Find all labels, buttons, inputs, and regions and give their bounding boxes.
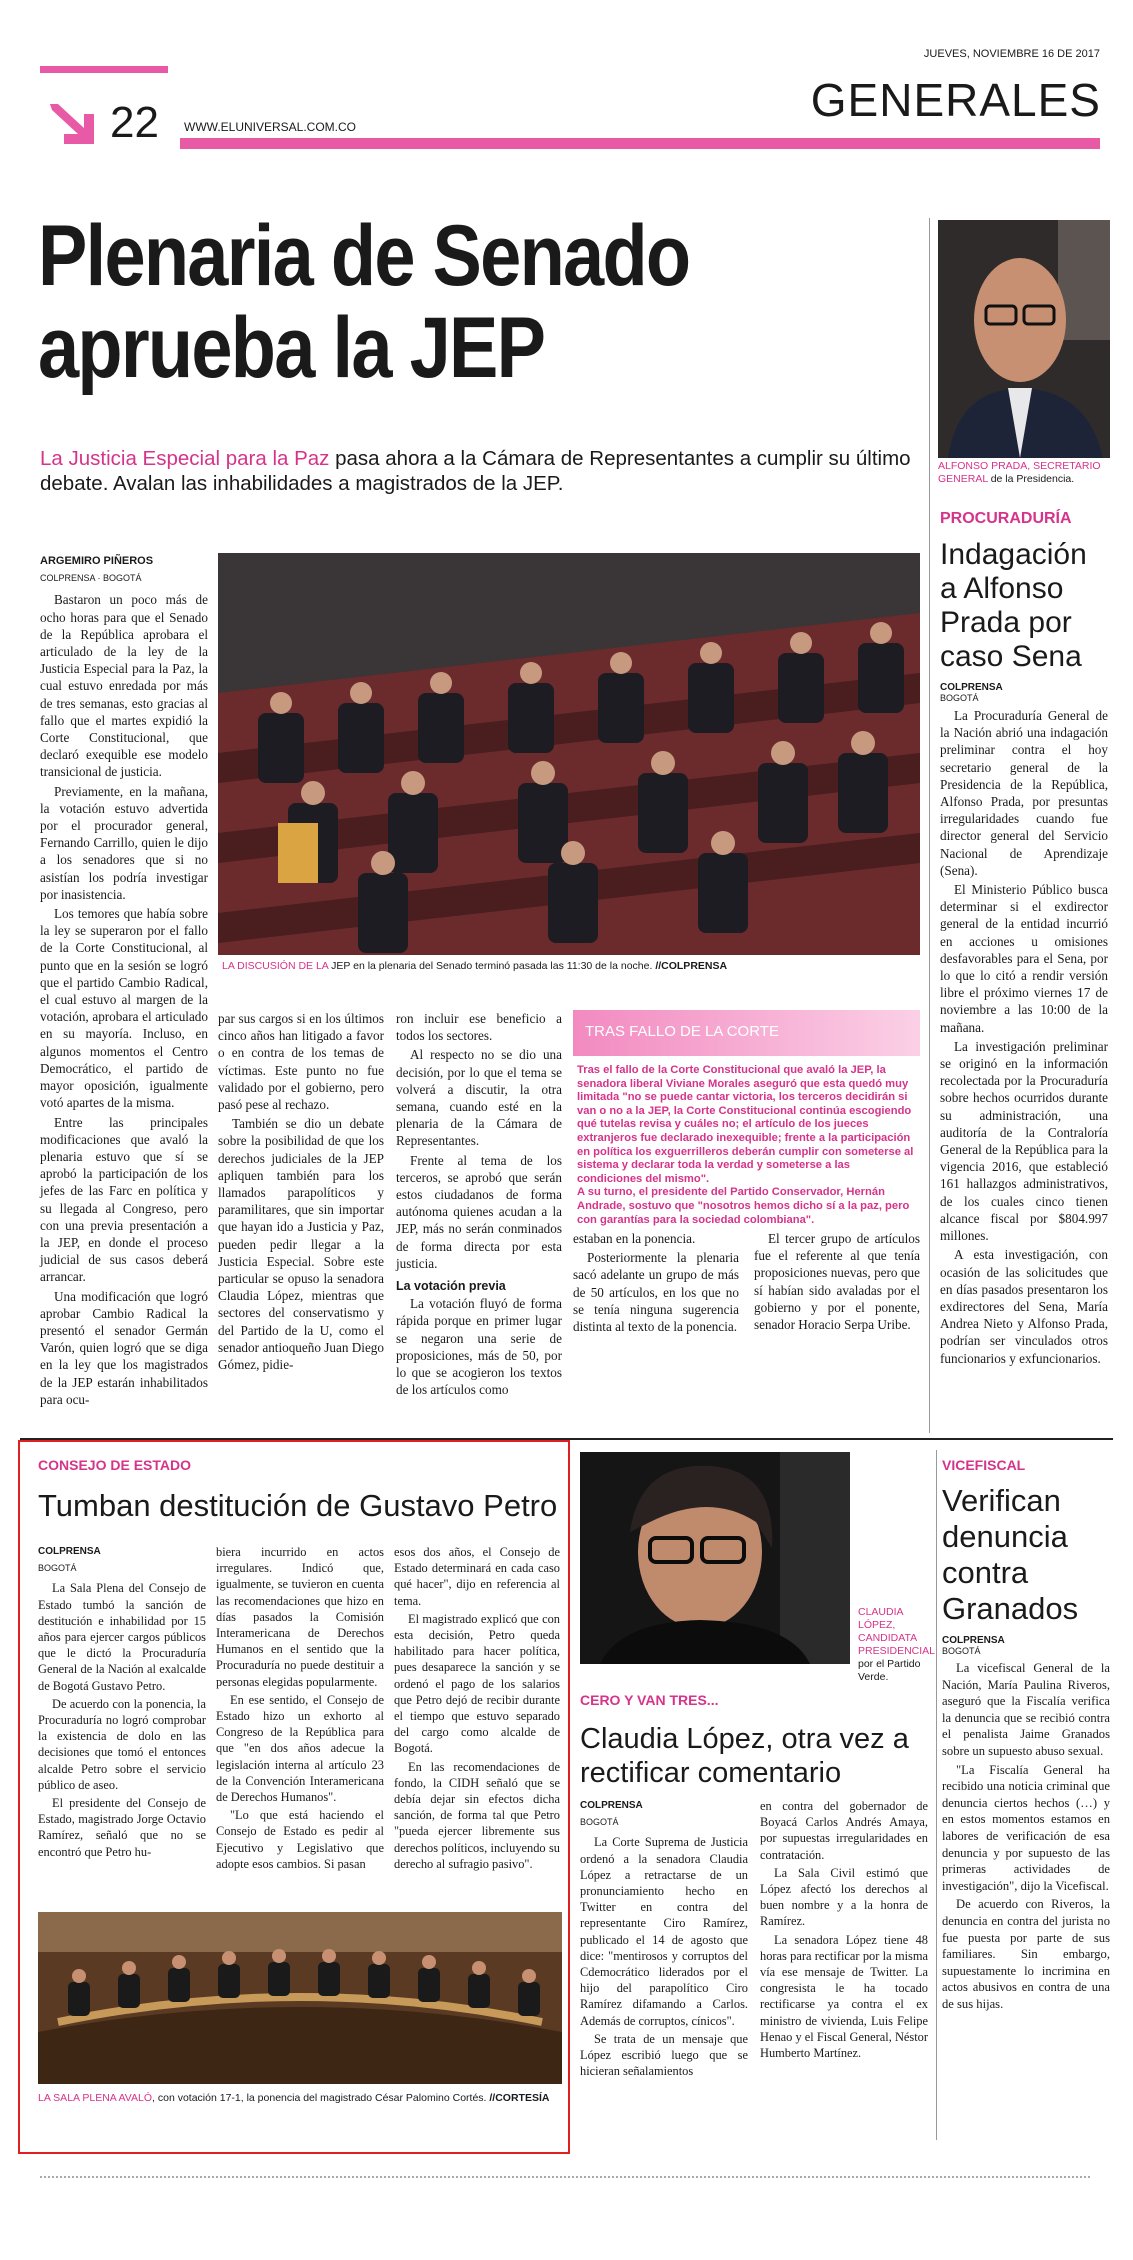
lopez-col2-p1: en contra del gobernador de Boyacá Carlos Andrés Amaya, por supuestas irregularidades en contratación. — [760, 1799, 928, 1862]
vicefiscal-headline: Verifican denuncia contra Granados — [942, 1483, 1079, 1626]
website[interactable]: WWW.ELUNIVERSAL.COM.CO — [184, 120, 357, 134]
petro-col-3 — [394, 1544, 560, 1874]
main-headline — [38, 210, 795, 394]
section-title: GENERALES — [810, 74, 1101, 126]
procuraduria-p4: A esta investigación, con ocasión de las solicitudes que en días pasados presentaron los exdirectores del Sena, María Andrea Nieto y Alfonso Prada, podrían ser vinculados otros funcionarios y exfuncionarios. — [940, 1247, 1108, 1366]
petro-col2-p2: En ese sentido, el Consejo de Estado hizo un exhorto al Congreso de la República para que "en dos años adecue la legislación interna al artículo 23 de la Convención Interamericana de Derechos Humanos". — [216, 1692, 384, 1805]
senate-caption-credit: //COLPRENSA — [655, 960, 728, 972]
main-col-2 — [218, 1010, 384, 1375]
header-bar — [180, 138, 1100, 149]
vicefiscal-story — [942, 1457, 1110, 2014]
main-col3b-p1: La votación fluyó de forma rápida porque en primer lugar se negaron una serie de proposiciones, más de 50, por lo que se acogieron los textos de los artículos como — [396, 1296, 562, 1398]
petro-col3-p1: esos dos años, el Consejo de Estado determinará en cada caso qué hacer", dijo en referencia al tema. — [394, 1545, 560, 1608]
vicefiscal-body — [942, 1660, 1110, 2012]
alfonso-prada-photo — [938, 220, 1110, 458]
sala-caption-highlight: LA SALA PLENA AVALÓ — [38, 2092, 153, 2104]
petro-byline-sub: BOGOTÁ — [38, 1563, 77, 1574]
lopez-col-1 — [580, 1798, 748, 2081]
top-accent-bar — [40, 66, 168, 73]
lopez-kicker: CERO Y VAN TRES... — [580, 1692, 719, 1708]
vicefiscal-p1: La vicefiscal General de la Nación, María Paulina Riveros, aseguró que la Fiscalía verifica la denuncia que se recibió contra el penalista Jaime Granados sobre un supuesto abuso sexual. — [942, 1661, 1110, 1758]
lopez-col1-p2: Se trata de un mensaje que López escribió luego que se hicieran señalamientos — [580, 2031, 748, 2079]
procuraduria-byline-sub: BOGOTÁ — [940, 693, 979, 703]
main-col1-p1: Bastaron un poco más de ocho horas para que el Senado de la República aprobara el articulado de la ley de la Justicia Especial para la Paz, la cual estuvo enredada por más de tres semanas, esto gracias al fallo que el martes expidió la Corte Constitucional, que declaró exequible ese modelo transicional de justicia. — [40, 592, 208, 780]
lopez-caption-highlight: CLAUDIA LÓPEZ, CANDIDATA PRESIDENCIAL — [858, 1606, 935, 1657]
headline-line-1: Plenaria de Senado — [38, 208, 690, 304]
senate-caption-highlight: LA DISCUSIÓN DE LA — [222, 960, 329, 972]
main-col1-p3: Los temores que había sobre la ley se superaron por el fallo de la Corte Constitucional, al punto que en la sesión se logró que el partido Cambio Radical, el cual estuvo al margen de la votación, aprobara el articulado en su mayoría. Incluso, en algunos momentos el Centro Democrático, el partido de mayor oposición, igualmente votó apartes de la misma. — [40, 906, 208, 1111]
lopez-col1-p1: La Corte Suprema de Justicia ordenó a la senadora Claudia López a retractarse de un pronunciamiento hecho en Twitter en contra del representante Ciro Ramírez, publicado el 14 de agosto que dice: "mentirosos y corruptos del Cdemocrático liderados por el hijo del parapolítico Ciro Ramírez difamando a Carlos. Además de corruptos, cínicos". — [580, 1835, 748, 2028]
main-byline-sub: COLPRENSA · BOGOTÁ — [40, 573, 142, 584]
main-col1-p5: Una modificación que logró aprobar Cambio Radical la presentó el senador Germán Varón, quien logró que se diga en la ley que los magistrados de la JEP estarán inhabilitados para ocu- — [40, 1288, 208, 1407]
main-col-4 — [573, 1230, 739, 1337]
prada-caption-rest: de la Presidencia. — [987, 473, 1075, 485]
main-col-1 — [40, 553, 208, 1410]
sala-caption-credit: //CORTESÍA — [489, 2092, 550, 2104]
petro-col1-p1: La Sala Plena del Consejo de Estado tumbó la sanción de destitución e inhabilidad por 15 años para ejercer cargos públicos que le dictó la Procuraduría General de la Nación al exalcalde de Bogotá Gustavo Petro. — [38, 1581, 206, 1693]
sidebar-text-2: A su turno, el presidente del Partido Conservador, Hernán Andrade, sostuvo que "nosotros hemos dicho sí a la paz, pero con garantías para la sociedad colombiana". — [577, 1186, 910, 1226]
vicefiscal-p3: De acuerdo con Riveros, la denuncia en contra del jurista no fue puesta por parte de sus familiares. Sin embargo, supuestamente lo incrimina en actos abusivos en contra de una de sus hijas. — [942, 1897, 1110, 2011]
main-col4-p2: Posteriormente la plenaria sacó adelante un grupo de más de 50 artículos, en los que no se tenía ninguna sugerencia distinta al texto de la ponencia. — [573, 1250, 739, 1335]
sala-caption-rest: , con votación 17-1, la ponencia del magistrado César Palomino Cortés. — [152, 2092, 490, 2104]
petro-col2-p3: "Lo que está haciendo el Consejo de Estado es pedir al Ejecutivo y Legislativo que adopte esos cambios. Si pasan — [216, 1808, 384, 1871]
petro-col-1 — [38, 1544, 206, 1862]
sidebar-box-text — [573, 1056, 920, 1227]
lopez-byline: COLPRENSA — [580, 1800, 643, 1811]
main-subhead: La votación previa — [396, 1279, 506, 1294]
main-col1-p4: Entre las principales modificaciones que avaló la plenaria estuvo que sí se aprobó la participación de los jefes de las Farc en política y su llegada al Congreso, pero con una previa presentación a la JEP, en donde el proceso judicial de sus casos deberá arrancar. — [40, 1114, 208, 1285]
petro-col1-p2: De acuerdo con la ponencia, la Procuraduría no logró comprobar la existencia de dolo en las decisiones que tomó el entonces alcalde Petro sobre el servicio público de aseo. — [38, 1696, 206, 1792]
right-column-divider — [929, 218, 930, 1433]
vicefiscal-byline-sub: BOGOTÁ — [942, 1646, 981, 1656]
procuraduria-p1: La Procuraduría General de la Nación abrió una indagación preliminar contra el hoy secretario general de la Presidencia de la República, Alfonso Prada, por presuntas irregularidades cuando fue director general del Servicio Nacional de Aprendizaje (Sena). — [940, 708, 1108, 878]
petro-col3-p2: El magistrado explicó que con esta decisión, Petro queda habilitado para hacer política, pues desaparece la sanción y se ordenó el pago de los salarios que Petro dejó de recibir durante el tiempo que estuvo separado del cargo como alcalde de Bogotá. — [394, 1611, 560, 1756]
senate-caption-rest: JEP en la plenaria del Senado terminó pasada las 11:30 de la noche. — [328, 960, 656, 972]
prada-photo-caption — [938, 460, 1110, 486]
page-number: 22 — [110, 98, 159, 147]
main-byline: ARGEMIRO PIÑEROS — [40, 555, 154, 567]
procuraduria-p3: La investigación preliminar se originó en la información recolectada por la Procuraduría sobre hechos ocurridos durante su administración, una auditoría de la Contraloría General de la República para la vigencia 2016, que estableció 161 hallazgos administrativos, de los cuales cinco tienen alcance fiscal por $804.997 millones. — [940, 1038, 1108, 1244]
lopez-col-2 — [760, 1798, 928, 2063]
vicefiscal-divider — [936, 1450, 937, 2140]
main-col3-p1: ron incluir ese beneficio a todos los sectores. — [396, 1011, 562, 1044]
petro-kicker: CONSEJO DE ESTADO — [38, 1457, 191, 1473]
deck-rest: pasa ahora a la Cámara de Representantes a cumplir su último debate. Avalan las inhabilidades a magistrados de la JEP. — [40, 447, 911, 495]
sidebar-box-header — [573, 1010, 920, 1056]
lopez-col2-p2: La Sala Civil estimó que López afectó los derechos al buen nombre y a la honra de Ramírez. — [760, 1865, 928, 1929]
lopez-photo-caption — [858, 1606, 935, 1684]
lopez-headline: Claudia López, otra vez a rectificar comentario — [580, 1723, 909, 1789]
petro-col3-p3: En las recomendaciones de fondo, la CIDH señaló que se debía dejar sin efectos dicha sanción, de forma tal que Petro "pueda ejercer libremente sus derechos políticos, incluyendo su derecho al sufragio pasivo". — [394, 1759, 560, 1871]
vicefiscal-p2: "La Fiscalía General ha recibido una noticia criminal que denuncia ciertos hechos (…) y en estos momentos estamos en labores de verificación de esa denuncia y por supuesto de las primeras actividades de investigación", dijo la Vicefiscal. — [942, 1762, 1110, 1893]
lopez-byline-sub: BOGOTÁ — [580, 1817, 619, 1828]
sala-plena-caption — [38, 2092, 566, 2105]
deck-highlight: La Justicia Especial para la Paz — [40, 447, 330, 470]
procuraduria-p2: El Ministerio Público busca determinar si el exdirector general de la entidad incurrió en acciones u omisiones desfavorables para el Sena, por lo que lo citó a rendir versión libre el próximo viernes 17 de noviembre a las 10:00 de la mañana. — [940, 882, 1108, 1035]
vicefiscal-byline: COLPRENSA — [942, 1635, 1005, 1646]
main-col3-p3: Frente al tema de los terceros, se aprobó que serán estos ciudadanos de forma autónoma quienes acudan a la JEP, más no serán conminados de forma directa por esta justicia. — [396, 1152, 562, 1271]
petro-col1-p3: El presidente del Consejo de Estado, magistrado Jorge Octavio Ramírez, señaló que no se encontró que Petro hu- — [38, 1796, 206, 1859]
main-col2-p2: También se dio un debate sobre la posibilidad de que los derechos judiciales de la JEP apliquen también para los llamados parapolíticos y paramilitares, que sin importar que hayan ido a Justicia y Paz, pueden pedir llegar a la Justicia Especial. Sobre este particular se opuso la senadora Claudia López, mientras que sectores del conservatismo y del Partido de la U, como el senador antioqueño Juan Diego Gómez, pidie- — [218, 1116, 384, 1373]
main-col4-p1: estaban en la ponencia. — [573, 1231, 696, 1246]
senate-photo-caption — [222, 960, 922, 973]
main-col3-p2: Al respecto no se dio una decisión, por lo que el tema se volverá a discutir, la otra semana, cuando esté en la plenaria de la Cámara de Representantes. — [396, 1047, 562, 1149]
sidebar-box — [573, 1010, 920, 1226]
right-story — [940, 510, 1108, 1369]
bottom-dotted-rule — [40, 2176, 1090, 2178]
arrow-down-right-icon — [44, 98, 104, 150]
sidebar-text-1: Tras el fallo de la Corte Constitucional que avaló la JEP, la senadora liberal Viviane Morales aseguró que esta quedó muy limitada "no se puede cantar victoria, los terceros decidirán si van o no a la JEP, la Corte Constitucional continúa escogiendo qué tutelas revisa y cuáles no; el artículo de los jueces extranjeros fue declarado inexequible; frente a la participación en política los exguerrilleros deberán cumplir con someterse al sistema y declarar toda la verdad y someterse a las condiciones del mismo". — [577, 1064, 914, 1185]
procuraduria-body — [940, 707, 1108, 1367]
petro-col-2 — [216, 1544, 384, 1874]
procuraduria-kicker: PROCURADURÍA — [940, 510, 1072, 527]
main-col1-p2: Previamente, en la mañana, la votación estuvo advertida por el procurador general, Fernando Carrillo, quien le dijo a los senadores que si no asistían los podría investigar por inasistencia. — [40, 783, 208, 902]
headline-line-2: aprueba la JEP — [38, 300, 545, 396]
main-col-5 — [754, 1230, 920, 1335]
main-deck — [40, 446, 920, 496]
lopez-col2-p3: La senadora López tiene 48 horas para rectificar por la misma vía ese mensaje de Twitter. La congresista le ha tocado rectificarse ya contra el ex ministro de vivienda, Luis Felipe Henao y el Fiscal General, Néstor Humberto Martínez. — [760, 1932, 928, 2061]
prada-caption-highlight: ALFONSO PRADA, SECRETARIO GENERAL — [938, 460, 1101, 485]
senate-plenary-photo — [218, 553, 920, 955]
petro-byline: COLPRENSA — [38, 1546, 101, 1557]
lopez-caption-rest: por el Partido Verde. — [858, 1658, 921, 1683]
petro-headline: Tumban destitución de Gustavo Petro — [38, 1488, 558, 1523]
main-col-3 — [396, 1010, 562, 1400]
sala-plena-photo — [38, 1912, 562, 2084]
procuraduria-byline: COLPRENSA — [940, 682, 1003, 693]
main-col2-p1: par sus cargos si en los últimos cinco años han litigado a favor o en contra de los temas de víctimas. Este punto no fue validado por el gobierno, pero pasó pese al rechazo. — [218, 1011, 384, 1113]
petro-col2-p1: biera incurrido en actos irregulares. Indicó que, igualmente, se tuvieron en cuenta las recomendaciones que hizo en días pasados la Comisión Interamericana de Derechos Humanos en el sentido que la Procuraduría no puede destituir a personas elegidas popularmente. — [216, 1545, 384, 1689]
claudia-lopez-photo — [580, 1452, 850, 1664]
sidebar-box-title: TRAS FALLO DE LA CORTE — [585, 1023, 779, 1040]
vicefiscal-kicker: VICEFISCAL — [942, 1457, 1026, 1473]
page-date: JUEVES, NOVIEMBRE 16 DE 2017 — [923, 48, 1100, 60]
main-col5-p1: El tercer grupo de artículos fue el referente al que tenía proposiciones nuevas, pero que sí habían sido avaladas por el gobierno y por el ponente, senador Horacio Serpa Uribe. — [754, 1231, 920, 1333]
procuraduria-headline: Indagación a Alfonso Prada por caso Sena — [940, 538, 1087, 673]
